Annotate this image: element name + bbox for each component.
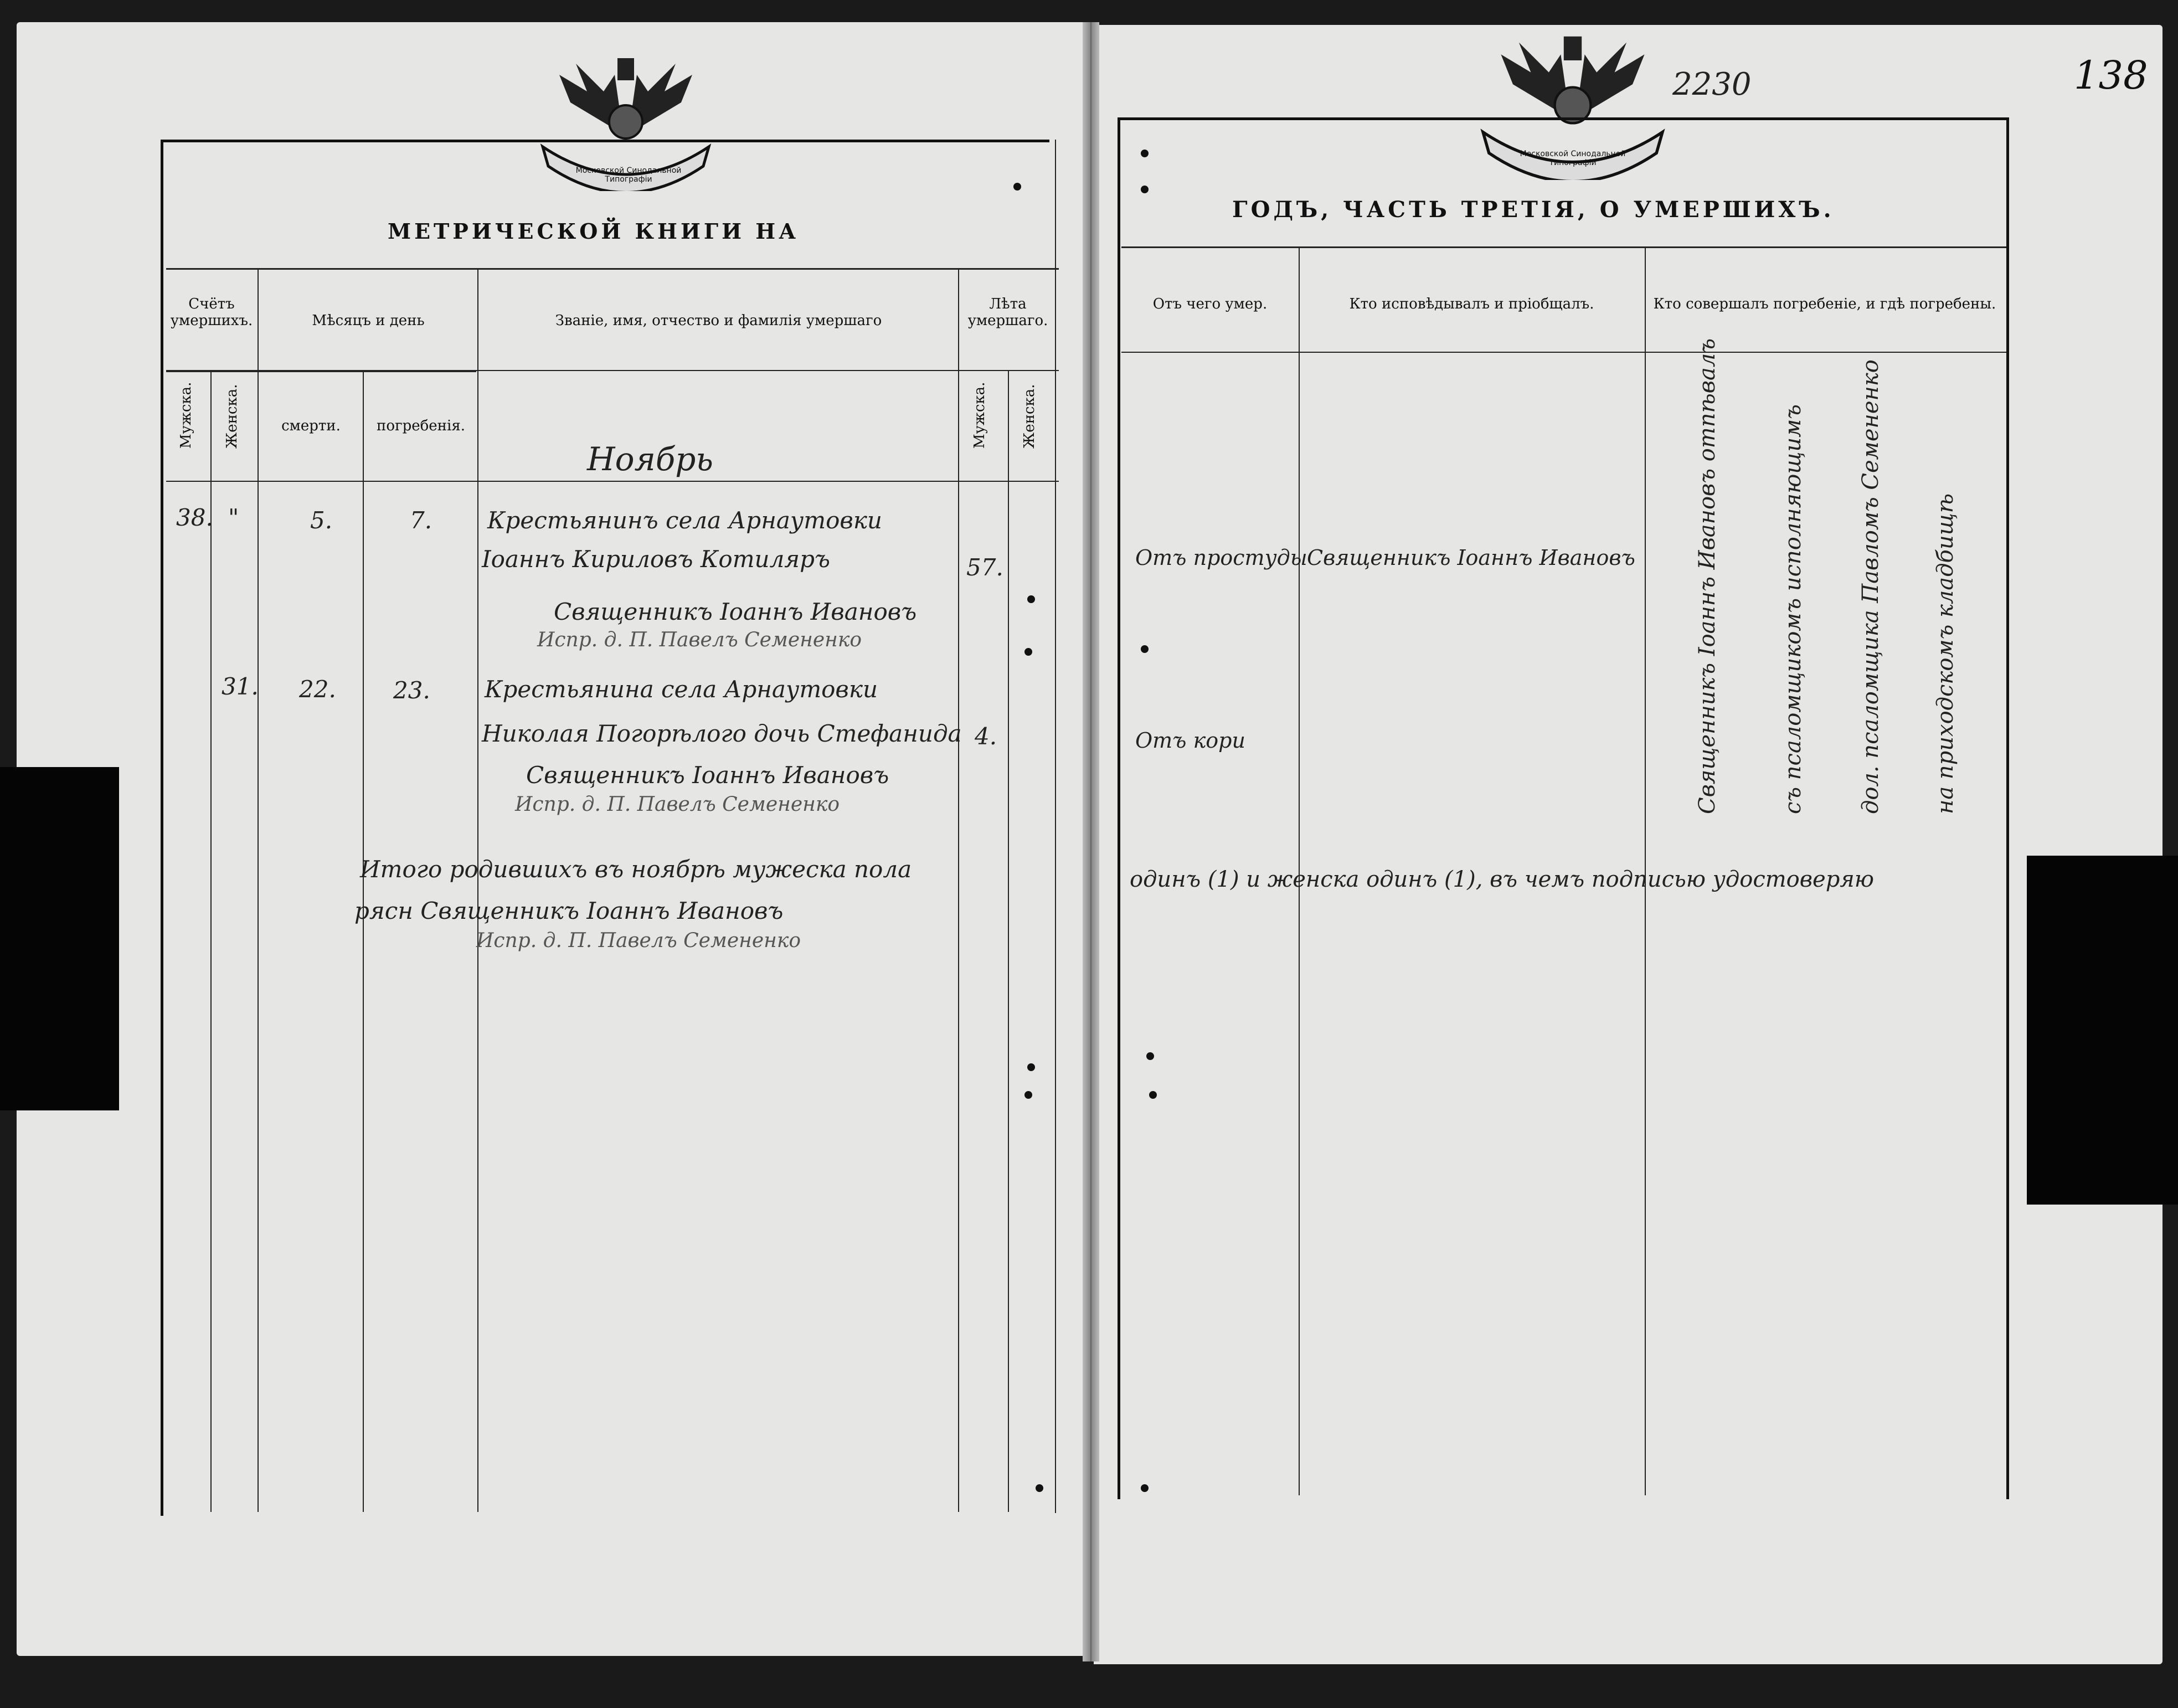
left-col-line-4: [477, 268, 478, 1512]
right-header-top-line: [1121, 246, 2006, 248]
right-header-burial-by: Кто совершалъ погребеніе, и гдѣ погребены.: [1653, 296, 1996, 312]
left-col-line-7: [1055, 140, 1056, 1513]
burial-note-line-3: дол. псаломщика Павломъ Семененко: [1858, 359, 1883, 814]
right-black-tab: [2027, 856, 2178, 1205]
entry-1-burial-day: 7.: [410, 507, 432, 534]
entry-2-name-line-2: Николая Погорѣлого дочь Стефанида: [482, 720, 962, 747]
binding-hole: [1036, 1484, 1043, 1492]
left-header-age: Лѣта умершаго.: [967, 296, 1048, 329]
left-header-count-female: Женска.: [224, 384, 240, 449]
stamp-number: 2230: [1672, 66, 1752, 102]
right-header-cause: Отъ чего умер.: [1152, 296, 1268, 312]
entry-2-priest-signature: Священникъ Іоаннъ Ивановъ: [526, 762, 889, 789]
left-col-line-2: [258, 268, 259, 1512]
month-label: Ноябрь: [587, 440, 714, 478]
summary-line-3: Испр. д. П. Павелъ Семененко: [476, 929, 801, 952]
left-header-burial: погребенія.: [377, 418, 465, 434]
entry-1-death-day: 5.: [310, 507, 333, 534]
entry-1-count-female: ": [228, 504, 239, 531]
binding-hole: [1149, 1091, 1157, 1099]
entry-2-cause: Отъ кори: [1135, 728, 1245, 753]
binding-hole: [1027, 1063, 1035, 1071]
binding-hole: [1024, 1091, 1032, 1099]
left-header-count: Счётъ умершихъ.: [170, 296, 253, 329]
entry-1-name-line-1: Крестьянинъ села Арнаутовки: [487, 507, 882, 534]
summary-line-1: Итого родившихъ въ ноябрѣ мужеска пола: [360, 856, 912, 883]
binding-hole: [1141, 150, 1149, 157]
burial-note-line-4: на приходскомъ кладбищѣ: [1933, 493, 1958, 814]
eagle-crown: [1564, 37, 1582, 60]
entry-1-name-line-2: Іоаннъ Кириловъ Котиляръ: [482, 546, 830, 573]
left-header-month-day: Мѣсяцъ и день: [312, 312, 425, 329]
right-header-confessor: Кто исповѣдывалъ и пріобщалъ.: [1349, 296, 1594, 312]
entry-2-count-female: 31.: [222, 673, 259, 700]
binding-hole: [1141, 1484, 1149, 1492]
binding-hole: [1141, 186, 1149, 193]
burial-note-line-2: съ псаломщикомъ исполняющимъ: [1780, 404, 1806, 814]
binding-hole: [1141, 645, 1149, 653]
left-page-title: МЕТРИЧЕСКОЙ КНИГИ НА: [388, 219, 800, 244]
binding-hole: [1013, 183, 1021, 191]
entry-2-reader-signature: Испр. д. П. Павелъ Семененко: [515, 793, 840, 816]
left-col-line-6: [1008, 371, 1009, 1512]
eagle-crown: [617, 58, 634, 80]
left-header-death: смерти.: [281, 418, 341, 434]
entry-1-cause: Отъ простуды: [1135, 546, 1307, 570]
entry-1-confessor: Священникъ Іоаннъ Ивановъ: [1307, 546, 1635, 570]
left-black-tab: [0, 767, 119, 1110]
right-page-title: ГОДЪ, ЧАСТЬ ТРЕТІЯ, О УМЕРШИХЪ.: [1232, 197, 1835, 223]
binding-hole: [1146, 1052, 1154, 1060]
right-summary: одинъ (1) и женска одинъ (1), въ чемъ подписью удостоверяю: [1130, 867, 1875, 892]
left-header-name: Званіе, имя, отчество и фамилія умершаго: [555, 312, 882, 329]
entry-2-burial-day: 23.: [393, 677, 430, 704]
book-gutter: [1083, 22, 1099, 1661]
binding-hole: [1024, 648, 1032, 656]
right-header-bottom-line: [1121, 352, 2006, 353]
left-header-bottom-line: [166, 481, 1059, 482]
burial-note-line-1: Священникъ Іоаннъ Ивановъ отпѣвалъ: [1695, 338, 1720, 814]
right-emblem-ribbon-text: Московской Синодальной Типографіи: [1520, 150, 1626, 167]
left-subheader-line: [166, 371, 476, 372]
left-col-line-3: [363, 371, 364, 1512]
left-header-count-male: Мужска.: [178, 382, 194, 449]
left-header-top-line: [166, 268, 1059, 270]
left-col-line-1: [210, 371, 212, 1512]
left-header-age-female: Женска.: [1021, 384, 1038, 449]
page-number: 138: [2074, 53, 2148, 98]
summary-line-2: рясн Священникъ Іоаннъ Ивановъ: [354, 897, 784, 924]
eagle-shield: [609, 105, 642, 138]
left-col-line-5: [958, 268, 959, 1512]
entry-1-reader-signature: Испр. д. П. Павелъ Семененко: [537, 629, 862, 651]
entry-1-priest-signature: Священникъ Іоаннъ Ивановъ: [554, 598, 917, 625]
binding-hole: [1027, 595, 1035, 603]
left-emblem-ribbon-text: Московской Синодальной Типографіи: [575, 166, 682, 184]
left-header-age-male: Мужска.: [971, 382, 988, 449]
entry-2-age: 4.: [975, 723, 997, 750]
entry-2-death-day: 22.: [299, 676, 336, 703]
left-ledger-frame: [161, 140, 1049, 1516]
entry-1-count-male: 38.: [176, 504, 213, 531]
entry-1-age: 57.: [966, 554, 1003, 581]
entry-2-name-line-1: Крестьянина села Арнаутовки: [485, 676, 878, 703]
